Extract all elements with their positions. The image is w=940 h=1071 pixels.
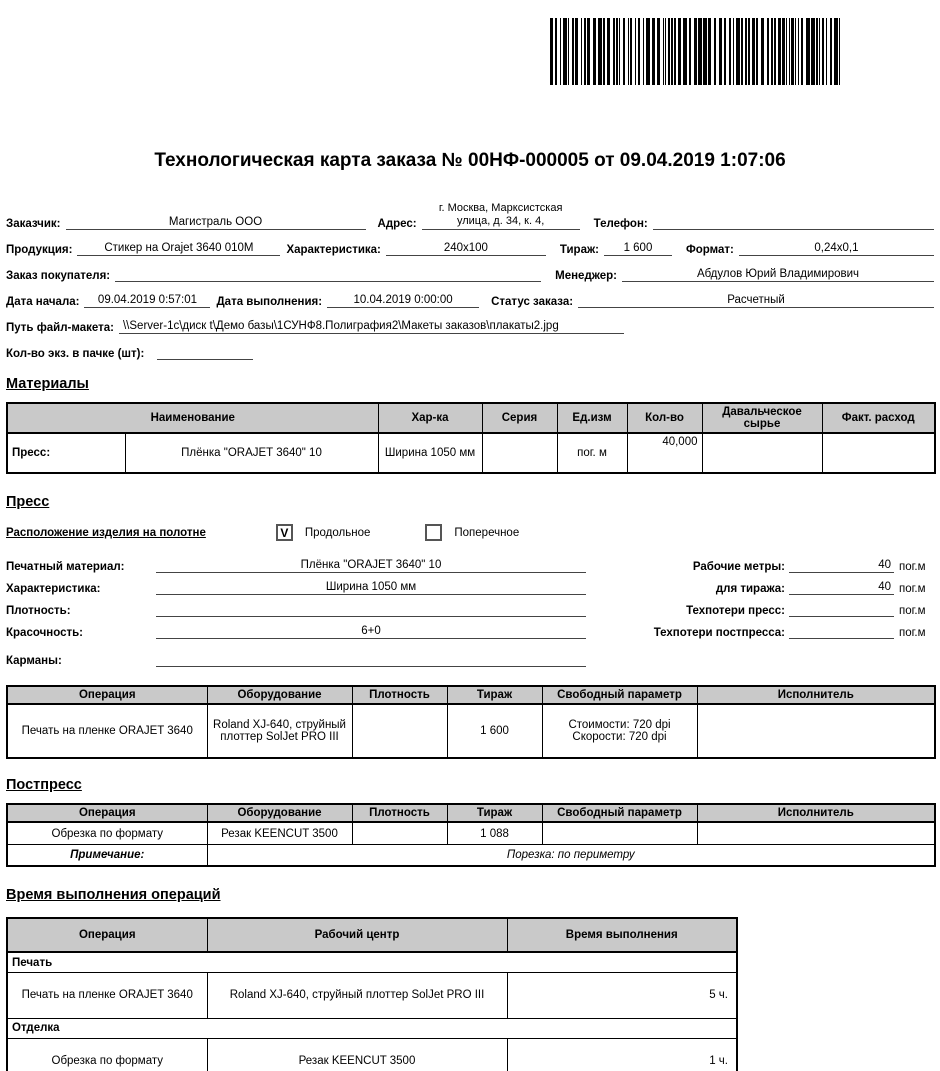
status-label: Статус заказа: [491,296,574,309]
press-ops-col-density: Плотность [352,686,447,704]
postpress-op-executor [697,822,935,844]
complete-date-label: Дата выполнения: [216,296,323,309]
materials-col-supplied: Давальческое сырье [702,403,822,433]
press-characteristic-value: Ширина 1050 мм [156,581,586,595]
for-run-value: 40 [789,581,894,595]
layout-on-web-label: Расположение изделия на полотне [6,526,206,539]
materials-col-name: Наименование [7,403,378,433]
postpress-col-qty: Тираж [447,804,542,822]
pack-qty-value [157,346,253,360]
phone-label: Телефон: [593,218,648,231]
colorfulness-value: 6+0 [156,625,586,639]
postpress-col-executor: Исполнитель [697,804,935,822]
characteristic-value: 240x100 [386,242,546,256]
materials-col-characteristic: Хар-ка [378,403,482,433]
pockets-row [6,653,586,667]
postpress-op-density [352,822,447,844]
press-op-qty: 1 600 [447,704,542,758]
address-label: Адрес: [377,218,417,231]
time-row-print [7,972,737,1018]
material-stage: Пресс: [7,433,125,473]
phone-value [653,216,934,230]
working-meters-unit: пог.м [899,561,926,574]
complete-date-value: 10.04.2019 0:00:00 [327,294,479,308]
print-material-label: Печатный материал: [6,561,125,574]
density-label: Плотность: [6,605,71,618]
postpress-header-row [7,804,935,822]
press-layout-row [6,524,934,541]
press-op-free-param-line2: Скорости: 720 dpi [572,731,667,744]
postpress-note-row [7,844,935,866]
press-characteristic-label: Характеристика: [6,583,101,596]
press-losses-value [789,603,894,617]
lengthwise-checkbox: V [276,524,293,541]
time-group-print-label: Печать [7,952,737,972]
materials-header-row [7,403,935,433]
density-row [6,603,586,617]
pockets-value [156,653,586,667]
time-col-operation: Операция [7,918,207,952]
format-label: Формат: [685,244,734,257]
press-op-operation: Печать на пленке ORAJET 3640 [7,704,207,758]
press-losses-unit: пог.м [899,605,926,618]
operations-time-table [6,917,738,1071]
print-material-value: Плёнка "ORAJET 3640" 10 [156,559,586,573]
press-characteristic-row [6,581,586,595]
status-value: Расчетный [578,294,934,308]
postpress-op-operation: Обрезка по формату [7,822,207,844]
for-run-unit: пог.м [899,583,926,596]
time-header-row [7,918,737,952]
postpress-losses-row [616,625,934,639]
press-losses-row [616,603,934,617]
working-meters-row [616,559,934,573]
material-name: Плёнка "ORAJET 3640" 10 [125,433,378,473]
time-finishing-operation: Обрезка по формату [7,1038,207,1071]
time-heading: Время выполнения операций [6,887,221,904]
header-row-6 [6,346,934,360]
postpress-data-row [7,822,935,844]
manager-value: Абдулов Юрий Владимирович [622,268,934,282]
press-ops-col-operation: Операция [7,686,207,704]
postpress-col-density: Плотность [352,804,447,822]
barcode [550,18,846,85]
material-unit: пог. м [557,433,627,473]
material-actual [822,433,935,473]
page-title: Технологическая карта заказа № 00НФ-000005 от 09.04.2019 1:07:06 [154,150,786,171]
press-ops-col-equipment: Оборудование [207,686,352,704]
press-ops-col-free-param: Свободный параметр [542,686,697,704]
postpress-table [6,803,936,867]
crosswise-label: Поперечное [454,526,520,539]
time-print-duration: 5 ч. [507,972,737,1018]
working-meters-label: Рабочие метры: [692,561,785,574]
materials-col-actual: Факт. расход [822,403,935,433]
materials-col-unit: Ед.изм [557,403,627,433]
qty-label: Тираж: [559,244,599,257]
postpress-op-free-param [542,822,697,844]
start-date-value: 09.04.2019 0:57:01 [84,294,210,308]
postpress-op-qty: 1 088 [447,822,542,844]
press-ops-data-row [7,704,935,758]
pack-qty-label: Кол-во экз. в пачке (шт): [6,348,145,361]
colorfulness-row [6,625,586,639]
press-op-equipment: Roland XJ-640, струйный плоттер SolJet PRO III [207,704,352,758]
postpress-col-operation: Операция [7,804,207,822]
file-path-label: Путь файл-макета: [6,322,114,335]
header-row-2 [6,242,934,256]
order-header-fields [6,202,934,360]
customer-value: Магистраль ООО [66,216,366,230]
press-fields [6,559,934,675]
press-fields-left [6,559,586,675]
address-value: г. Москва, Марксистская улица, д. 34, к. 4, [422,202,580,230]
product-value: Стикер на Orajet 3640 010M [77,242,280,256]
density-value [156,603,586,617]
materials-col-series: Серия [482,403,557,433]
material-series [482,433,557,473]
pockets-label: Карманы: [6,655,62,668]
postpress-col-free-param: Свободный параметр [542,804,697,822]
postpress-losses-unit: пог.м [899,627,926,640]
materials-col-qty: Кол-во [627,403,702,433]
file-path-value: \\Server-1c\диск t\Демо базы\1СУНФ8.Полиграфия2\Макеты заказов\плакаты2.jpg [119,320,624,334]
time-group-print [7,952,737,972]
press-operations-table [6,685,936,759]
postpress-losses-label: Техпотери постпресса: [653,627,785,640]
qty-value: 1 600 [604,242,672,256]
press-losses-label: Техпотери пресс: [686,605,785,618]
time-print-operation: Печать на пленке ORAJET 3640 [7,972,207,1018]
time-row-finishing [7,1038,737,1071]
postpress-heading: Постпресс [6,777,82,794]
press-op-free-param-line1: Стоимости: 720 dpi [568,719,671,732]
postpress-col-equipment: Оборудование [207,804,352,822]
time-group-finishing-label: Отделка [7,1018,737,1038]
header-row-4 [6,294,934,308]
press-op-executor [697,704,935,758]
buyer-order-label: Заказ покупателя: [6,270,111,283]
lengthwise-label: Продольное [304,526,371,539]
note-text: Порезка: по периметру [207,844,935,866]
time-group-finishing [7,1018,737,1038]
press-heading: Пресс [6,494,50,511]
colorfulness-label: Красочность: [6,627,83,640]
customer-label: Заказчик: [6,218,61,231]
format-value: 0,24x0,1 [739,242,934,256]
for-run-label: для тиража: [715,583,785,596]
characteristic-label: Характеристика: [286,244,381,257]
press-ops-col-qty: Тираж [447,686,542,704]
note-label: Примечание: [7,844,207,866]
buyer-order-value [115,268,541,282]
header-row-5 [6,320,934,334]
press-op-free-param [542,704,697,758]
postpress-op-equipment: Резак KEENCUT 3500 [207,822,352,844]
header-row-1 [6,202,934,230]
print-material-row [6,559,586,573]
start-date-label: Дата начала: [6,296,80,309]
time-col-work-center: Рабочий центр [207,918,507,952]
for-run-row [616,581,934,595]
material-qty: 40,000 [627,433,702,473]
product-label: Продукция: [6,244,73,257]
crosswise-checkbox [425,524,442,541]
press-ops-header-row [7,686,935,704]
press-ops-col-executor: Исполнитель [697,686,935,704]
materials-table [6,402,936,474]
manager-label: Менеджер: [555,270,617,283]
header-row-3 [6,268,934,282]
time-finishing-work-center: Резак KEENCUT 3500 [207,1038,507,1071]
working-meters-value: 40 [789,559,894,573]
press-fields-right [586,559,934,675]
material-characteristic: Ширина 1050 мм [378,433,482,473]
time-print-work-center: Roland XJ-640, струйный плоттер SolJet PRO III [207,972,507,1018]
press-op-density [352,704,447,758]
postpress-losses-value [789,625,894,639]
materials-data-row [7,433,935,473]
material-supplied [702,433,822,473]
materials-heading: Материалы [6,376,89,393]
time-finishing-duration: 1 ч. [507,1038,737,1071]
time-col-duration: Время выполнения [507,918,737,952]
